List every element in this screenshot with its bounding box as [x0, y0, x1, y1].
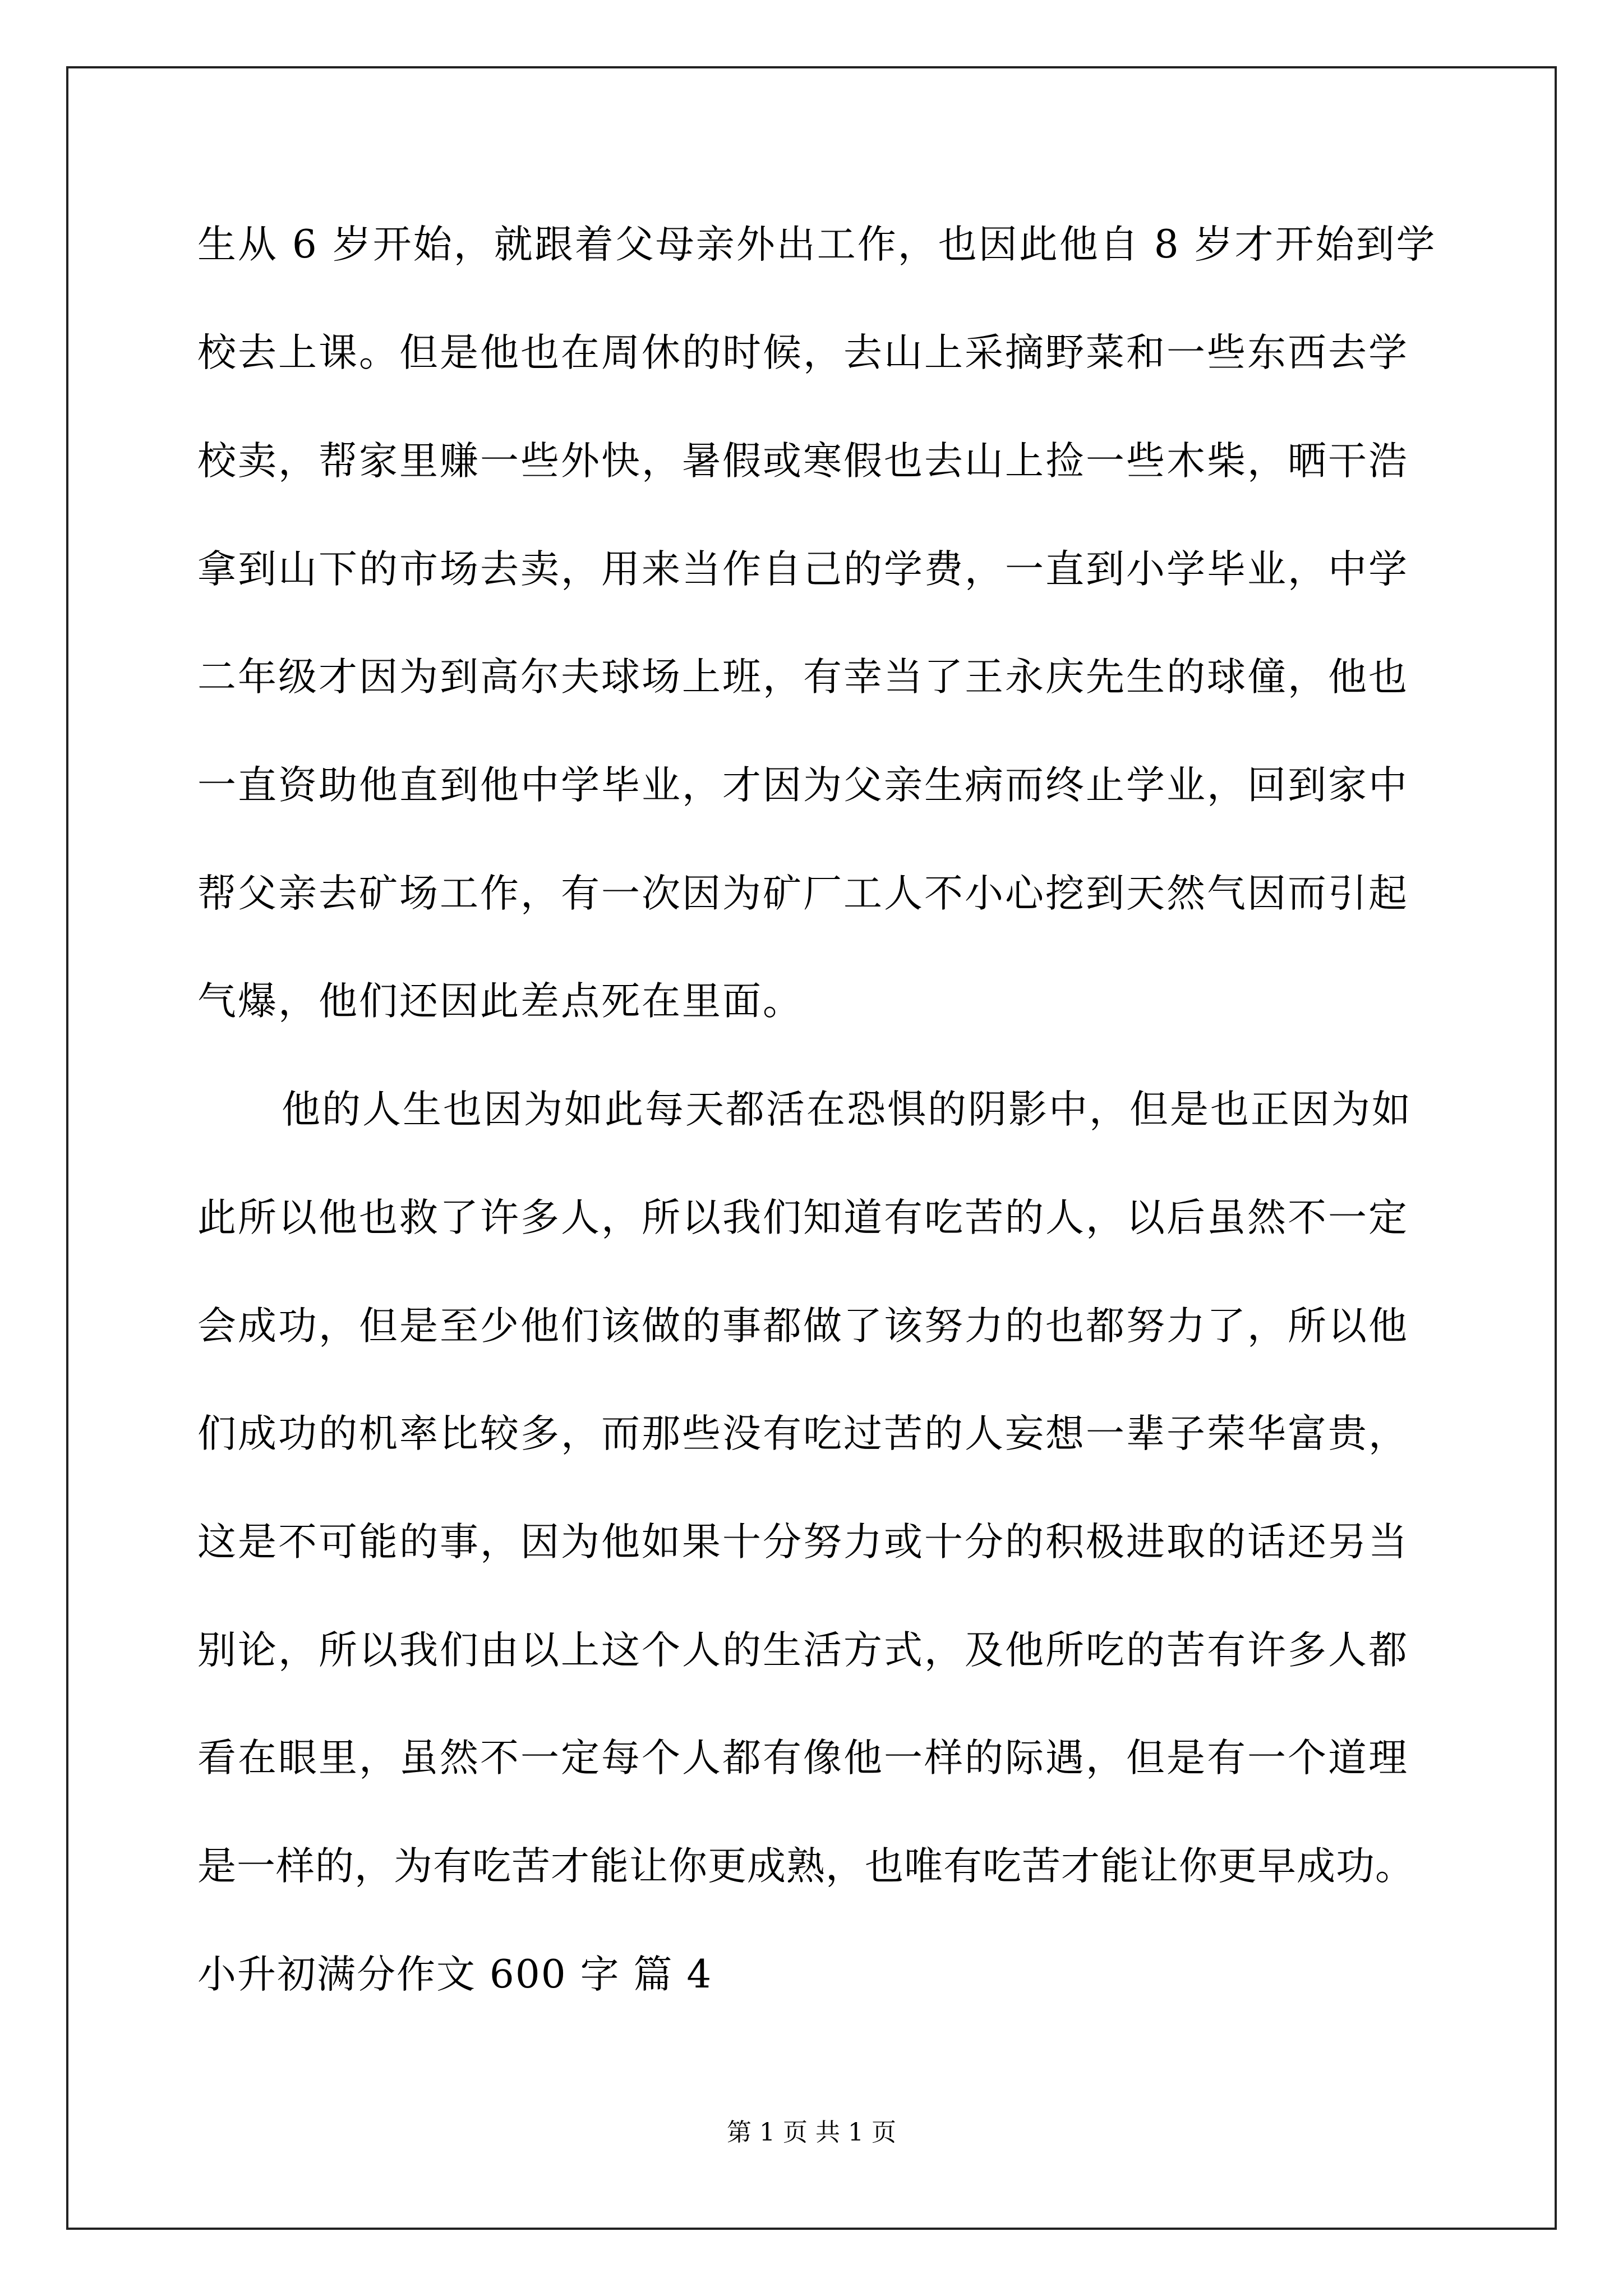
paragraph-2-line-7: 看在眼里，虽然不一定每个人都有像他一样的际遇，但是有一个道理: [197, 1736, 1409, 1780]
paragraph-2-line-5: 这是不可能的事，因为他如果十分努力或十分的积极进取的话还另当: [197, 1520, 1409, 1565]
paragraph-1-line-6: 一直资助他直到他中学毕业，才因为父亲生病而终止学业，回到家中: [197, 763, 1409, 808]
paragraph-1-line-5: 二年级才因为到高尔夫球场上班，有幸当了王永庆先生的球僮，他也: [197, 655, 1409, 700]
page-footer: 第 1 页 共 1 页: [727, 2118, 896, 2147]
paragraph-1-line-1: 生从 6 岁开始，就跟着父母亲外出工作，也因此他自 8 岁才开始到学: [197, 222, 1437, 267]
paragraph-2-line-4: 们成功的机率比较多，而那些没有吃过苦的人妄想一辈子荣华富贵，: [197, 1411, 1409, 1456]
page-frame: [66, 66, 1557, 2230]
paragraph-1-line-8: 气爆，他们还因此差点死在里面。: [197, 979, 803, 1024]
paragraph-2-line-8: 是一样的，为有吃苦才能让你更成熟，也唯有吃苦才能让你更早成功。: [197, 1844, 1414, 1889]
paragraph-1-line-3: 校卖，帮家里赚一些外快，暑假或寒假也去山上捡一些木柴，晒干浩: [197, 439, 1409, 484]
paragraph-2-line-3: 会成功，但是至少他们该做的事都做了该努力的也都努力了，所以他: [197, 1304, 1409, 1349]
paragraph-1-line-4: 拿到山下的市场去卖，用来当作自己的学费，一直到小学毕业，中学: [197, 547, 1409, 592]
paragraph-1-line-2: 校去上课。但是他也在周休的时候，去山上采摘野菜和一些东西去学: [197, 330, 1409, 375]
paragraph-2-line-6: 别论，所以我们由以上这个人的生活方式，及他所吃的苦有许多人都: [197, 1628, 1409, 1673]
section-heading: 小升初满分作文 600 字 篇 4: [197, 1952, 713, 1997]
paragraph-2-line-2: 此所以他也救了许多人，所以我们知道有吃苦的人，以后虽然不一定: [197, 1195, 1409, 1240]
paragraph-1-line-7: 帮父亲去矿场工作，有一次因为矿厂工人不小心挖到天然气因而引起: [197, 871, 1409, 916]
paragraph-2-line-1: 他的人生也因为如此每天都活在恐惧的阴影中，但是也正因为如: [282, 1087, 1412, 1132]
